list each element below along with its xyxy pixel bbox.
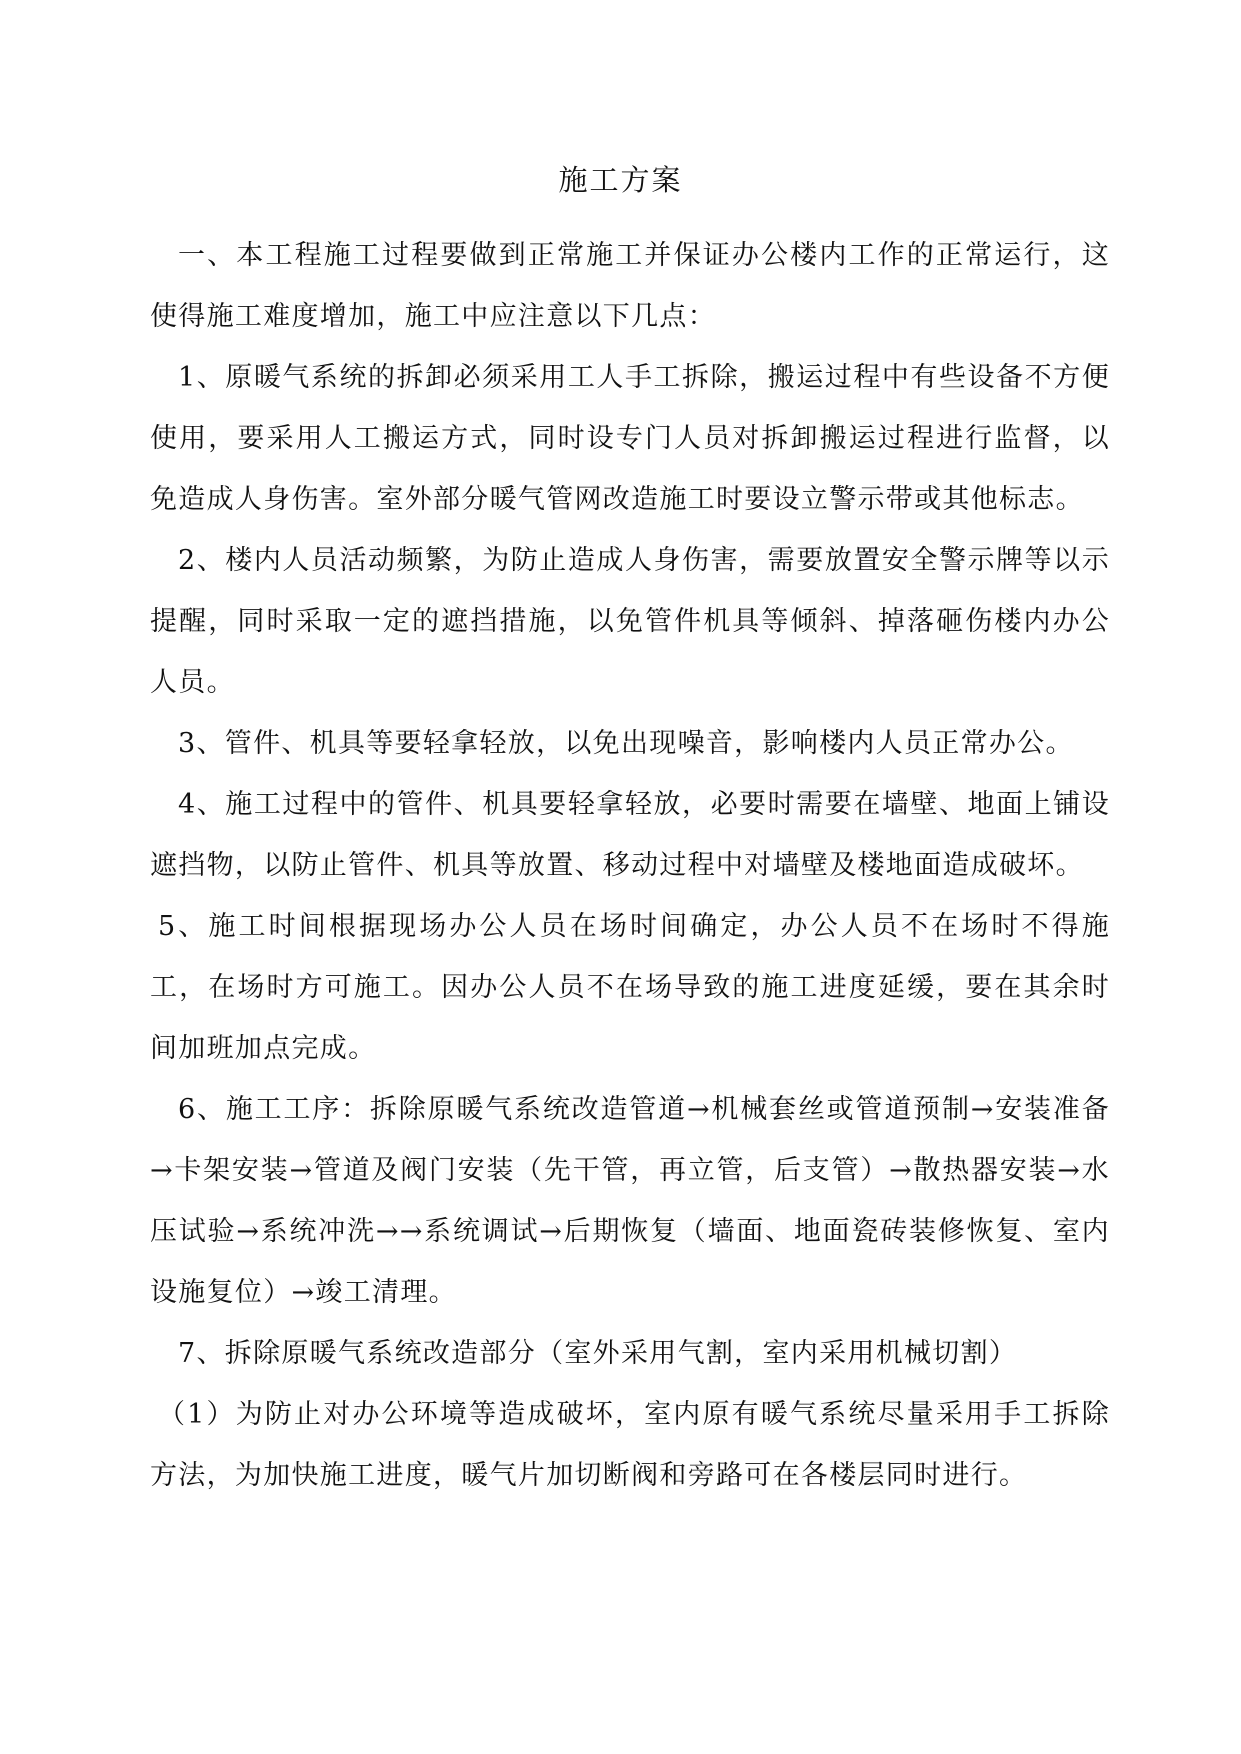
paragraph-intro: 一、本工程施工过程要做到正常施工并保证办公楼内工作的正常运行，这使得施工难度增加，施工中应注意以下几点： — [150, 240, 1110, 332]
paragraph-item-5: 5、施工时间根据现场办公人员在场时间确定，办公人员不在场时不得施工，在场时方可施工。因办公人员不在场导致的施工进度延缓，要在其余时间加班加点完成。 — [150, 911, 1110, 1064]
paragraph-item-2: 2、楼内人员活动频繁，为防止造成人身伤害，需要放置安全警示牌等以示提醒，同时采取一定的遮挡措施，以免管件机具等倾斜、掉落砸伤楼内办公人员。 — [150, 545, 1110, 698]
paragraph-item-4: 4、施工过程中的管件、机具要轻拿轻放，必要时需要在墙壁、地面上铺设遮挡物，以防止管件、机具等放置、移动过程中对墙壁及楼地面造成破坏。 — [150, 789, 1110, 881]
paragraph-item-7-1: （1）为防止对办公环境等造成破坏，室内原有暖气系统尽量采用手工拆除方法，为加快施工进度，暖气片加切断阀和旁路可在各楼层同时进行。 — [150, 1399, 1110, 1491]
paragraph-item-6: 6、施工工序：拆除原暖气系统改造管道→机械套丝或管道预制→安装准备→卡架安装→管道及阀门安装（先干管，再立管，后支管）→散热器安装→水压试验→系统冲洗→→系统调试→后期恢复（墙面、地面瓷砖装修恢复、室内设施复位）→竣工清理。 — [150, 1094, 1110, 1308]
document-body — [150, 225, 1110, 1506]
paragraph-item-3: 3、管件、机具等要轻拿轻放，以免出现噪音，影响楼内人员正常办公。 — [178, 728, 1074, 759]
document-title: 施工方案 — [558, 163, 683, 197]
paragraph-item-7: 7、拆除原暖气系统改造部分（室外采用气割，室内采用机械切割） — [178, 1338, 1018, 1369]
paragraph-item-1: 1、原暖气系统的拆卸必须采用工人手工拆除，搬运过程中有些设备不方便使用，要采用人工搬运方式，同时设专门人员对拆卸搬运过程进行监督，以免造成人身伤害。室外部分暖气管网改造施工时要设立警示带或其他标志。 — [150, 362, 1110, 515]
